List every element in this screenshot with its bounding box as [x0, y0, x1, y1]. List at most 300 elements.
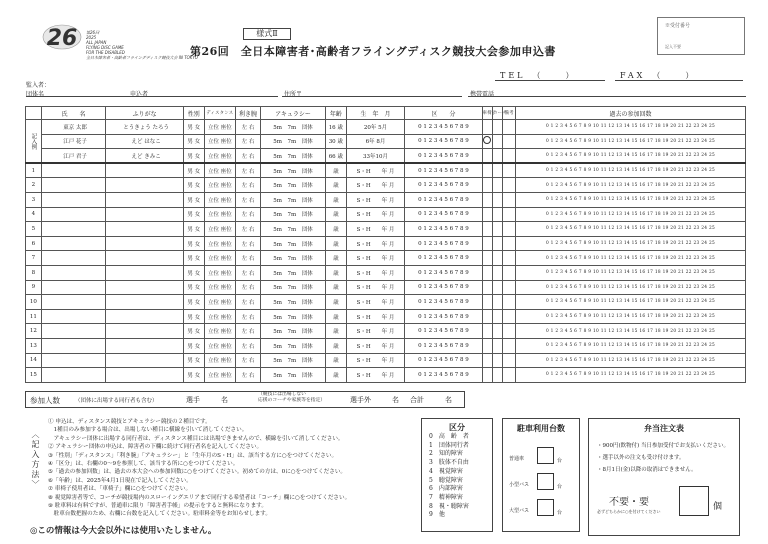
row-cell: S・H 年 月: [346, 338, 405, 353]
tel-label: TEL （ ）: [500, 71, 577, 80]
row-cell[interactable]: 歳: [325, 222, 346, 237]
tel-field[interactable]: [495, 80, 605, 81]
row-cell: 5m 7m 団体: [261, 265, 326, 280]
col-wheelchair: 車椅子: [482, 107, 492, 120]
example-history: 0 1 2 3 4 5 6 7 8 9 10 11 12 13 14 15 16 17 18 19 20 21 22 23 24 25: [516, 149, 746, 164]
bento-line: ・900円(飲物付) 当日参加受付でお支払いください。: [597, 443, 730, 449]
row-number: 6: [26, 236, 42, 251]
blank-cell[interactable]: [493, 192, 503, 207]
col-age: 年齢: [325, 107, 346, 120]
row-cell: S・H 年 月: [346, 368, 405, 383]
row-cell: 立位 座位: [204, 236, 235, 251]
col-notes: 備考: [503, 107, 516, 120]
row-cell: 5m 7m 団体: [261, 163, 326, 178]
example-accuracy: 5m 7m 団体: [261, 120, 326, 135]
blank-cell[interactable]: [482, 222, 492, 237]
row-cell: 立位 座位: [204, 265, 235, 280]
row-cell: 5m 7m 団体: [261, 192, 326, 207]
blank-cell[interactable]: [503, 338, 516, 353]
blank-cell[interactable]: [482, 236, 492, 251]
row-cell: 男 女: [183, 222, 204, 237]
furigana-cell[interactable]: [106, 192, 183, 207]
blank-cell[interactable]: [493, 280, 503, 295]
bento-order-box: [588, 418, 740, 536]
row-cell: S・H 年 月: [346, 309, 405, 324]
table-row[interactable]: [26, 309, 746, 324]
mobile-field[interactable]: [468, 96, 746, 97]
example-distance: 立位 座位: [204, 134, 235, 149]
example-history: 0 1 2 3 4 5 6 7 8 9 10 11 12 13 14 15 16 17 18 19 20 21 22 23 24 25: [516, 134, 746, 149]
row-cell: S・H 年 月: [346, 324, 405, 339]
privacy-note: ◎この情報は今大会以外には使用いたしません。: [30, 526, 217, 536]
blank-cell[interactable]: [493, 338, 503, 353]
row-cell: 0 1 2 3 4 5 6 7 8 9 10 11 12 13 14 15 16 17 18 19 20 21 22 23 24 25: [516, 207, 746, 222]
furigana-cell[interactable]: [106, 368, 183, 383]
row-cell: 男 女: [183, 236, 204, 251]
bento-line: ・8月1日(金)以降の取消はできません。: [597, 467, 697, 473]
name-cell[interactable]: [41, 222, 106, 237]
name-cell[interactable]: [41, 163, 106, 178]
row-cell: 立位 座位: [204, 251, 235, 266]
example-row: [26, 149, 746, 164]
row-cell: 立位 座位: [204, 192, 235, 207]
row-cell: 左 右: [236, 207, 261, 222]
furigana-cell[interactable]: [106, 236, 183, 251]
row-cell: 男 女: [183, 265, 204, 280]
row-cell: S・H 年 月: [346, 295, 405, 310]
blank-cell[interactable]: [482, 338, 492, 353]
table-row[interactable]: [26, 324, 746, 339]
parking-unit: 台: [557, 484, 563, 490]
parking-unit: 台: [557, 458, 563, 464]
row-cell: 0 1 2 3 4 5 6 7 8 9: [405, 178, 482, 193]
furigana-cell[interactable]: [106, 353, 183, 368]
row-cell: 5m 7m 団体: [261, 324, 326, 339]
name-cell[interactable]: [41, 236, 106, 251]
blank-cell[interactable]: [482, 368, 492, 383]
blank-cell[interactable]: [482, 207, 492, 222]
row-number: 3: [26, 192, 42, 207]
name-cell[interactable]: [41, 178, 106, 193]
row-cell: 0 1 2 3 4 5 6 7 8 9 10 11 12 13 14 15 16 17 18 19 20 21 22 23 24 25: [516, 236, 746, 251]
blank-cell[interactable]: [482, 324, 492, 339]
moushikomi-field[interactable]: [128, 96, 278, 97]
row-cell: 0 1 2 3 4 5 6 7 8 9 10 11 12 13 14 15 16 17 18 19 20 21 22 23 24 25: [516, 251, 746, 266]
row-cell: 男 女: [183, 324, 204, 339]
row-cell: 5m 7m 団体: [261, 251, 326, 266]
blank-cell[interactable]: [493, 353, 503, 368]
blank-cell[interactable]: [493, 265, 503, 280]
example-name: 江戸 君子: [41, 149, 106, 164]
row-cell: 男 女: [183, 368, 204, 383]
blank-cell[interactable]: [503, 192, 516, 207]
row-cell: 0 1 2 3 4 5 6 7 8 9 10 11 12 13 14 15 16 17 18 19 20 21 22 23 24 25: [516, 192, 746, 207]
example-sex: 男 女: [183, 149, 204, 164]
row-cell: 5m 7m 団体: [261, 338, 326, 353]
table-header-row: [26, 107, 746, 120]
blank-cell[interactable]: [482, 309, 492, 324]
kanyu-label: 監入者：: [26, 82, 51, 89]
row-cell: 0 1 2 3 4 5 6 7 8 9 10 11 12 13 14 15 16 17 18 19 20 21 22 23 24 25: [516, 280, 746, 295]
table-row[interactable]: [26, 178, 746, 193]
example-age: 30 歳: [325, 134, 346, 149]
table-row[interactable]: [26, 251, 746, 266]
parking-input-smallbus[interactable]: [537, 473, 554, 490]
row-cell: 左 右: [236, 236, 261, 251]
dantai-label: 団体名: [26, 91, 45, 98]
name-cell[interactable]: [41, 251, 106, 266]
blank-cell[interactable]: [503, 207, 516, 222]
address-label: 住所〒: [284, 91, 303, 98]
total-count[interactable]: 合計 名: [410, 396, 452, 404]
row-cell: 左 右: [236, 222, 261, 237]
others-count[interactable]: 選手外 名: [350, 396, 399, 404]
kubun-legend: [421, 418, 493, 532]
blank-cell[interactable]: [482, 178, 492, 193]
row-cell: 0 1 2 3 4 5 6 7 8 9 10 11 12 13 14 15 16 17 18 19 20 21 22 23 24 25: [516, 222, 746, 237]
example-accuracy: 5m 7m 団体: [261, 149, 326, 164]
furigana-cell[interactable]: [106, 295, 183, 310]
blank-cell[interactable]: [493, 309, 503, 324]
instructions-text: ① 申込は、ディスタンス競技とアキュラシー競技の２種目です。 1種目のみ参加する場合は、出場しない種目に横線を引いて消してください。 アキュラシー団体に出場する同行者は、ディスタンス種目には出場できませんので、横線を引いて消してください。 ② アキュラシー団体の申込は、障害者の下欄に続けて同行者名を記入してください。 ③「性別」「ディスタンス」「利き腕」「アキュラシー」と「生年月のS・H」は、該当する方に○をつけてください。 ④「区分」は、右欄の0～9を参照して、該当する所に○をつけてください。 ⑤「過去の参加回数」は、過去の本大会への参加回数に○をつけてください。初めての方は、0に○をつけてください。 ⑥「年齢」は、2025年4月1日現在で記入してください。 ⑦ 車椅子使用者は、「車椅子」欄に○をつけてください。 ⑧ 視覚障害者等で、コーチが競技場内のスローイングエリアまで同行する希望者は「コーチ」欄に○をつけてください。 ⑨ 駐車料は有料ですが、普通車に限り「障害者手帳」の提示をすると無料になります。 駐車台数把握のため、右欄に台数を記入してください。駐車料金等をお知らせします。: [48, 419, 351, 518]
name-cell[interactable]: [41, 309, 106, 324]
furigana-cell[interactable]: [106, 324, 183, 339]
table-row[interactable]: [26, 295, 746, 310]
row-cell: 立位 座位: [204, 309, 235, 324]
furigana-cell[interactable]: [106, 338, 183, 353]
table-row[interactable]: [26, 338, 746, 353]
row-cell: 5m 7m 団体: [261, 280, 326, 295]
table-row[interactable]: [26, 265, 746, 280]
col-hand: 利き腕: [236, 107, 261, 120]
name-cell[interactable]: [41, 368, 106, 383]
table-row[interactable]: [26, 192, 746, 207]
row-cell: S・H 年 月: [346, 222, 405, 237]
row-cell: 5m 7m 団体: [261, 309, 326, 324]
col-distance: ディスタンス: [204, 107, 235, 120]
row-cell: 0 1 2 3 4 5 6 7 8 9 10 11 12 13 14 15 16 17 18 19 20 21 22 23 24 25: [516, 324, 746, 339]
row-cell: S・H 年 月: [346, 236, 405, 251]
blank-cell[interactable]: [482, 280, 492, 295]
form-label: 様式Ⅱ: [243, 28, 291, 40]
logo-text: 第26回 2025 ALL JAPAN FLYING DISC GAME FOR THE DISABLED 全日本障害者・高齢者フライングディスク競技大会 IN TOKYO: [86, 30, 198, 60]
example-kubun: 0 1 2 3 4 5 6 7 8 9: [405, 149, 482, 164]
bento-count-input[interactable]: [679, 486, 709, 516]
players-count[interactable]: 選手 名: [186, 396, 228, 404]
col-birth: 生 年 月: [346, 107, 405, 120]
row-cell: 左 右: [236, 324, 261, 339]
blank-cell[interactable]: [493, 295, 503, 310]
row-cell: S・H 年 月: [346, 280, 405, 295]
blank-cell[interactable]: [503, 324, 516, 339]
row-cell: 5m 7m 団体: [261, 368, 326, 383]
blank-cell[interactable]: [503, 353, 516, 368]
row-cell: 5m 7m 団体: [261, 222, 326, 237]
page-title: 第26回 全日本障害者･高齢者フライングディスク競技大会参加申込書: [190, 45, 556, 58]
row-number: 10: [26, 295, 42, 310]
bento-title: 弁当注文表: [644, 423, 684, 433]
row-cell: 0 1 2 3 4 5 6 7 8 9: [405, 338, 482, 353]
furigana-cell[interactable]: [106, 178, 183, 193]
row-cell: 0 1 2 3 4 5 6 7 8 9 10 11 12 13 14 15 16 17 18 19 20 21 22 23 24 25: [516, 368, 746, 383]
row-cell[interactable]: 歳: [325, 178, 346, 193]
col-sex: 性別: [183, 107, 204, 120]
mobile-label: 携帯電話: [470, 91, 495, 98]
others-note: （競技には出場しない 応援のコーチや家族等を指定）: [258, 392, 326, 403]
example-row: [26, 120, 746, 135]
parking-input-bigbus[interactable]: [537, 499, 554, 516]
col-kubun: 区 分: [405, 107, 482, 120]
name-cell[interactable]: [41, 353, 106, 368]
entry-rows: [26, 163, 746, 382]
table-row[interactable]: [26, 222, 746, 237]
address-field[interactable]: [282, 96, 462, 97]
parking-input-car[interactable]: [537, 447, 554, 464]
receipt-sub: 記入不要: [665, 44, 681, 49]
row-cell: 立位 座位: [204, 353, 235, 368]
row-cell: 0 1 2 3 4 5 6 7 8 9 10 11 12 13 14 15 16 17 18 19 20 21 22 23 24 25: [516, 309, 746, 324]
row-cell: 男 女: [183, 251, 204, 266]
row-cell: 立位 座位: [204, 207, 235, 222]
row-cell[interactable]: 歳: [325, 163, 346, 178]
row-cell: 0 1 2 3 4 5 6 7 8 9: [405, 265, 482, 280]
row-cell: 0 1 2 3 4 5 6 7 8 9: [405, 163, 482, 178]
row-cell: 左 右: [236, 192, 261, 207]
bento-need-label[interactable]: 不要・要: [609, 497, 649, 508]
furigana-cell[interactable]: [106, 163, 183, 178]
col-name: 氏 名: [41, 107, 106, 120]
blank-cell[interactable]: [493, 236, 503, 251]
blank-cell[interactable]: [482, 295, 492, 310]
example-furigana: とうきょう たろう: [106, 120, 183, 135]
example-sex: 男 女: [183, 120, 204, 135]
row-cell[interactable]: 歳: [325, 192, 346, 207]
row-cell: 5m 7m 団体: [261, 236, 326, 251]
row-cell: 男 女: [183, 207, 204, 222]
row-cell: S・H 年 月: [346, 265, 405, 280]
row-cell: S・H 年 月: [346, 192, 405, 207]
parking-label-bigbus: 大型バス: [509, 508, 530, 514]
row-cell: 0 1 2 3 4 5 6 7 8 9: [405, 251, 482, 266]
table-row[interactable]: [26, 236, 746, 251]
name-cell[interactable]: [41, 207, 106, 222]
example-row: [26, 134, 746, 149]
row-cell[interactable]: 歳: [325, 236, 346, 251]
parking-unit: 台: [557, 510, 563, 516]
table-row[interactable]: [26, 163, 746, 178]
example-hand: 左 右: [236, 149, 261, 164]
row-cell: 5m 7m 団体: [261, 353, 326, 368]
row-cell: 左 右: [236, 178, 261, 193]
row-cell: 5m 7m 団体: [261, 207, 326, 222]
blank-cell[interactable]: [493, 207, 503, 222]
row-cell: S・H 年 月: [346, 207, 405, 222]
blank-cell[interactable]: [482, 265, 492, 280]
name-cell[interactable]: [41, 338, 106, 353]
row-cell: 0 1 2 3 4 5 6 7 8 9: [405, 368, 482, 383]
row-cell: 左 右: [236, 163, 261, 178]
row-cell: 立位 座位: [204, 368, 235, 383]
entry-table: [25, 106, 746, 383]
bento-unit: 個: [713, 502, 723, 512]
col-history: 過去の参加回数: [516, 107, 746, 120]
name-cell[interactable]: [41, 280, 106, 295]
name-cell[interactable]: [41, 324, 106, 339]
parking-title: 駐車利用台数: [517, 423, 565, 433]
furigana-cell[interactable]: [106, 251, 183, 266]
row-number: 4: [26, 207, 42, 222]
logo-number: 26: [46, 26, 78, 51]
row-number: 12: [26, 324, 42, 339]
row-cell: 左 右: [236, 280, 261, 295]
row-cell: 0 1 2 3 4 5 6 7 8 9: [405, 353, 482, 368]
row-cell: S・H 年 月: [346, 163, 405, 178]
example-name: 江戸 花子: [41, 134, 106, 149]
row-cell: 左 右: [236, 338, 261, 353]
row-cell[interactable]: 歳: [325, 280, 346, 295]
table-row[interactable]: [26, 368, 746, 383]
blank-cell[interactable]: [503, 309, 516, 324]
fax-label: FAX （ ）: [620, 71, 697, 80]
example-hand: 左 右: [236, 120, 261, 135]
row-cell: 0 1 2 3 4 5 6 7 8 9: [405, 295, 482, 310]
row-cell: 0 1 2 3 4 5 6 7 8 9 10 11 12 13 14 15 16 17 18 19 20 21 22 23 24 25: [516, 295, 746, 310]
blank-cell[interactable]: [493, 324, 503, 339]
row-cell[interactable]: 歳: [325, 295, 346, 310]
name-cell[interactable]: [41, 295, 106, 310]
kubun-title: 区分: [449, 422, 465, 432]
col-coach: コーチ: [493, 107, 503, 120]
row-number: 8: [26, 265, 42, 280]
example-distance: 立位 座位: [204, 149, 235, 164]
name-cell[interactable]: [41, 192, 106, 207]
blank-cell[interactable]: [503, 265, 516, 280]
row-cell: 男 女: [183, 353, 204, 368]
example-birth: 6年 8月: [346, 134, 405, 149]
example-kubun: 0 1 2 3 4 5 6 7 8 9: [405, 134, 482, 149]
row-cell: 左 右: [236, 251, 261, 266]
row-cell: 0 1 2 3 4 5 6 7 8 9 10 11 12 13 14 15 16 17 18 19 20 21 22 23 24 25: [516, 265, 746, 280]
example-furigana: えど はなこ: [106, 134, 183, 149]
row-cell: 男 女: [183, 280, 204, 295]
row-cell: 左 右: [236, 368, 261, 383]
furigana-cell[interactable]: [106, 280, 183, 295]
table-row[interactable]: [26, 353, 746, 368]
row-cell: 立位 座位: [204, 324, 235, 339]
blank-cell[interactable]: [503, 368, 516, 383]
furigana-cell[interactable]: [106, 207, 183, 222]
col-furigana: ふりがな: [106, 107, 183, 120]
parking-label-smallbus: 小型バス: [509, 482, 530, 488]
row-cell[interactable]: 歳: [325, 368, 346, 383]
row-cell: 男 女: [183, 178, 204, 193]
row-cell: 0 1 2 3 4 5 6 7 8 9: [405, 192, 482, 207]
row-cell[interactable]: 歳: [325, 309, 346, 324]
row-cell[interactable]: 歳: [325, 207, 346, 222]
blank-cell[interactable]: [482, 251, 492, 266]
row-cell: 男 女: [183, 163, 204, 178]
blank-cell[interactable]: [503, 295, 516, 310]
receipt-label: ※受付番号: [665, 23, 691, 29]
blank-cell[interactable]: [493, 368, 503, 383]
blank-cell[interactable]: [482, 192, 492, 207]
row-cell[interactable]: 歳: [325, 265, 346, 280]
row-number: 13: [26, 338, 42, 353]
row-cell: 男 女: [183, 192, 204, 207]
blank-cell[interactable]: [503, 236, 516, 251]
row-cell: 左 右: [236, 309, 261, 324]
parking-label-car: 普通車: [509, 456, 525, 462]
receipt-number-box: [657, 17, 745, 55]
bento-line: ・選手以外の注文も受け付けます。: [597, 455, 685, 461]
blank-cell[interactable]: [493, 251, 503, 266]
example-age: 66 歳: [325, 149, 346, 164]
example-name: 東京 太郎: [41, 120, 106, 135]
col-accuracy: アキュラシー: [261, 107, 326, 120]
row-cell: 立位 座位: [204, 295, 235, 310]
row-cell: 0 1 2 3 4 5 6 7 8 9: [405, 222, 482, 237]
row-cell[interactable]: 歳: [325, 338, 346, 353]
row-number: 1: [26, 163, 42, 178]
table-row[interactable]: [26, 207, 746, 222]
event-logo: [42, 20, 82, 54]
row-cell: S・H 年 月: [346, 353, 405, 368]
furigana-cell[interactable]: [106, 222, 183, 237]
blank-cell[interactable]: [503, 280, 516, 295]
example-age: 16 歳: [325, 120, 346, 135]
table-row[interactable]: [26, 280, 746, 295]
blank-cell[interactable]: [493, 222, 503, 237]
kubun-items: 0 高 齢 者 1 団体同行者 2 知的障害 3 肢体不自由 4 視覚障害 5 聴覚障害 6 内部障害 7 精神障害 8 視・聴障害 9 他: [429, 433, 469, 519]
furigana-cell[interactable]: [106, 309, 183, 324]
row-cell: S・H 年 月: [346, 178, 405, 193]
row-cell: 立位 座位: [204, 163, 235, 178]
row-cell[interactable]: 歳: [325, 324, 346, 339]
row-cell: 0 1 2 3 4 5 6 7 8 9: [405, 236, 482, 251]
row-cell: 0 1 2 3 4 5 6 7 8 9: [405, 207, 482, 222]
row-cell: S・H 年 月: [346, 251, 405, 266]
row-cell[interactable]: 歳: [325, 353, 346, 368]
row-cell: 左 右: [236, 353, 261, 368]
row-number: 14: [26, 353, 42, 368]
blank-cell[interactable]: [503, 163, 516, 178]
row-cell: 男 女: [183, 338, 204, 353]
example-distance: 立位 座位: [204, 120, 235, 135]
example-history: 0 1 2 3 4 5 6 7 8 9 10 11 12 13 14 15 16 17 18 19 20 21 22 23 24 25: [516, 120, 746, 135]
row-cell: 0 1 2 3 4 5 6 7 8 9 10 11 12 13 14 15 16 17 18 19 20 21 22 23 24 25: [516, 163, 746, 178]
example-birth: 33年10月: [346, 149, 405, 164]
example-label: 記入例: [26, 120, 42, 164]
blank-cell[interactable]: [493, 178, 503, 193]
row-cell: 0 1 2 3 4 5 6 7 8 9 10 11 12 13 14 15 16 17 18 19 20 21 22 23 24 25: [516, 353, 746, 368]
row-cell[interactable]: 歳: [325, 251, 346, 266]
blank-cell[interactable]: [493, 163, 503, 178]
blank-cell[interactable]: [503, 251, 516, 266]
row-cell: 左 右: [236, 295, 261, 310]
row-cell: 0 1 2 3 4 5 6 7 8 9 10 11 12 13 14 15 16 17 18 19 20 21 22 23 24 25: [516, 178, 746, 193]
example-furigana: えど きみこ: [106, 149, 183, 164]
row-cell: 0 1 2 3 4 5 6 7 8 9 10 11 12 13 14 15 16 17 18 19 20 21 22 23 24 25: [516, 338, 746, 353]
furigana-cell[interactable]: [106, 265, 183, 280]
blank-cell[interactable]: [503, 222, 516, 237]
blank-cell[interactable]: [482, 353, 492, 368]
blank-cell[interactable]: [482, 163, 492, 178]
row-cell: 0 1 2 3 4 5 6 7 8 9: [405, 324, 482, 339]
fax-field[interactable]: [615, 80, 743, 81]
blank-cell[interactable]: [503, 178, 516, 193]
row-number: 2: [26, 178, 42, 193]
name-cell[interactable]: [41, 265, 106, 280]
